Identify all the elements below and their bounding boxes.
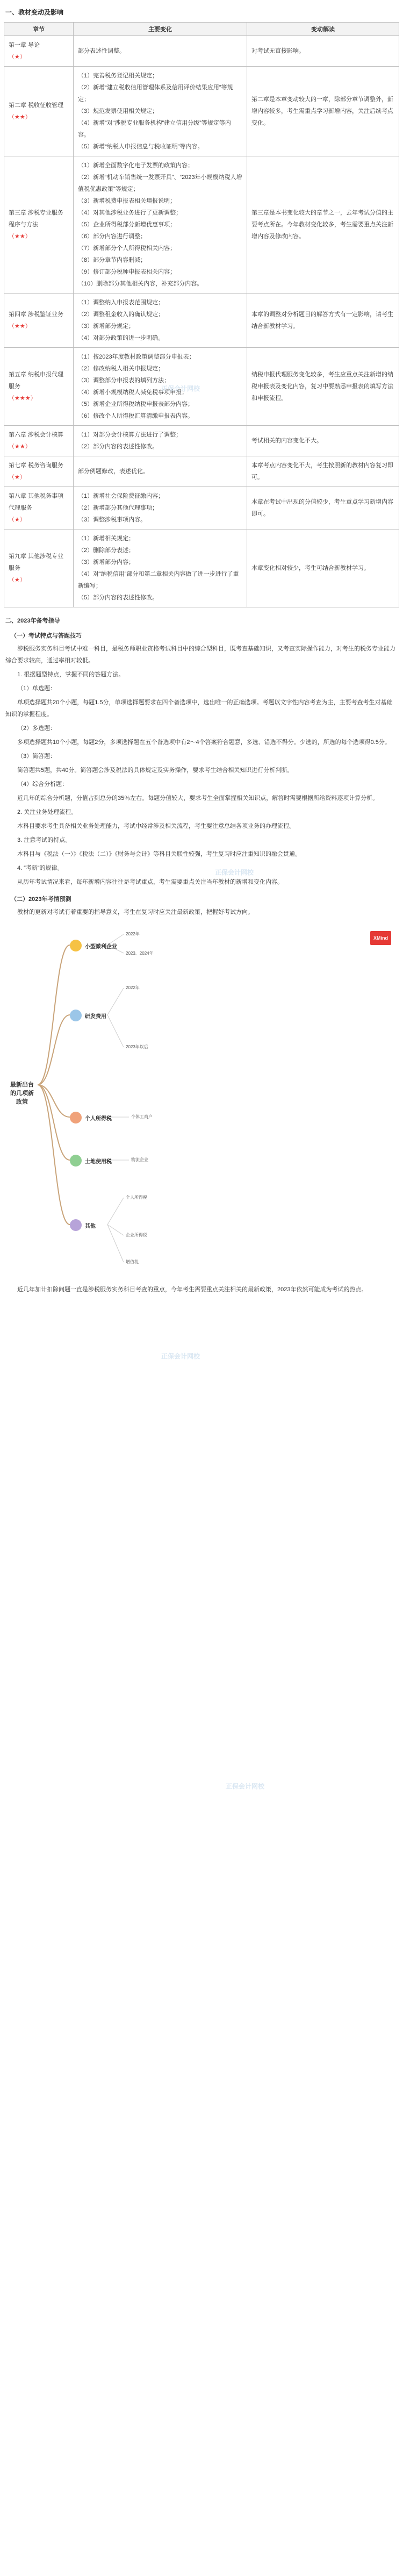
importance-stars: （★★） <box>9 323 31 330</box>
change-item: （2）新增部分其他代理事项； <box>78 505 159 511</box>
change-item: （3）调整部分申报表的填列方法； <box>78 377 170 384</box>
chapter-cell <box>4 36 74 67</box>
interpretation-cell: 本章考点内容变化不大，考生按照新的教材内容复习即可。 <box>247 456 399 487</box>
tip3-text: 本科目与《税法（一）》《税法（二）》《财务与会计》等科目关联性较强，考生复习时应注重知识的融会贯通。 <box>17 851 301 857</box>
chapter-name: 第三章 涉税专业服务程序与方法 <box>9 210 64 228</box>
tip2-title: 2. 关注业务处理流程。 <box>17 809 77 815</box>
small-enterprise-year-1: 2022年 <box>126 932 140 936</box>
importance-stars: （★★） <box>9 114 31 120</box>
watermark-1: 正保会计网校 <box>161 385 200 392</box>
importance-stars: （★） <box>9 577 26 583</box>
importance-stars: （★） <box>9 474 26 481</box>
other-sub-3: 增值税 <box>126 1260 139 1264</box>
watermark-4: 正保会计网校 <box>226 1783 265 1790</box>
change-item: （2）新增“机动车销售统一发票开具”、“2023年小规模纳税人增值税优惠政策”等规定； <box>78 174 242 192</box>
changes-cell <box>74 426 247 456</box>
change-item: （5）部分内容的表述性修改。 <box>78 595 159 601</box>
changes-cell <box>74 529 247 607</box>
changes-cell <box>74 487 247 529</box>
tip1-a-title: （1）单选题： <box>17 685 56 692</box>
change-item: （1）新增全面数字化电子发票的政策内容； <box>78 162 194 169</box>
importance-stars: （★） <box>9 54 26 60</box>
change-item: （10）删除部分其他相关内容，补充部分内容。 <box>78 281 203 287</box>
branch-land-tax: 土地使用税 <box>85 1159 112 1165</box>
rd-icon <box>70 1010 82 1021</box>
table-row <box>4 67 399 156</box>
change-item: （3）新增部分规定； <box>78 323 135 330</box>
chapter-cell <box>4 456 74 487</box>
small-enterprise-icon <box>70 940 82 951</box>
change-item: （4）对“纳税信用”部分和第二章相关内容做了进一步进行了重新编写； <box>78 571 239 589</box>
interpretation-cell: 第二章是本章变动较大的一章，除部分章节调整外，新增内容较多，考生需重点学习新增内容，关注后续考点变化。 <box>247 67 399 156</box>
interpretation-cell: 本章变化相对较少，考生可结合新教材学习。 <box>247 529 399 607</box>
tip1-c-title: （3）简答题： <box>17 753 56 760</box>
interpretation-cell: 第三章是本书变化较大的章节之一，去年考试分值的主要考点所在。今年教材变化较多，考生需要重点关注新增内容及修改内容。 <box>247 156 399 294</box>
table-header-row <box>4 23 399 36</box>
intro-text: 涉税服务实务科目考试中难一科目，是税务师职业资格考试科目中的综合型科目，既考查基础知识，又考查实际操作能力，对考生的税务专业能力综合要求较高，通过率相对较低。 <box>5 646 395 664</box>
change-item: （4）对其他涉税业务进行了更新调整； <box>78 210 182 216</box>
tip1-b-text: 多项选择题共10个小题，每题2分，多项选择题在五个备选项中有2～4个答案符合题意，多选、错选不得分。少选的，所选的每个选项得0.5分。 <box>17 739 391 746</box>
change-item: （1）对部分会计核算方法进行了调整； <box>78 432 182 438</box>
change-item: （5）新增企业所得税纳税申报表部分内容； <box>78 401 194 407</box>
col-changes: 主要变化 <box>74 23 247 36</box>
part1-title: （一）考试特点与答题技巧 <box>11 633 82 639</box>
importance-stars: （★★） <box>9 443 31 450</box>
change-item: （9）修订部分税种申报表相关内容； <box>78 269 176 275</box>
interpretation-cell: 对考试无直接影响。 <box>247 36 399 67</box>
xmind-badge: XMind <box>370 931 391 945</box>
changes-table <box>4 22 399 607</box>
tip1-a-text: 单项选择题共20个小题，每题1.5分，单项选择题要求在四个备选项中，选出唯一的正确选项。考题以文字性内容考查为主，主要考查考生对基础知识的掌握程度。 <box>5 699 393 718</box>
col-chapter: 章节 <box>4 23 74 36</box>
iit-icon <box>70 1112 82 1124</box>
chapter-cell <box>4 348 74 426</box>
iit-sub: 个体工商户 <box>131 1114 153 1119</box>
tip2-text: 本科目要求考生具备相关业务处理能力，考试中经常涉及相关流程，考生要注意总结各项业务的办理流程。 <box>17 823 295 829</box>
land-tax-sub: 物流企业 <box>131 1157 148 1162</box>
change-item: （5）新增“纳税人申报信息与税收证明”等内容。 <box>78 144 204 150</box>
change-item: （7）新增部分个人所得税相关内容； <box>78 245 176 252</box>
interpretation-cell: 本章的调整对分析题目的解答方式有一定影响，请考生结合新教材学习。 <box>247 294 399 348</box>
tip1-d-title: （4）综合分析题： <box>17 781 68 788</box>
importance-stars: （★★★） <box>9 395 37 402</box>
tip4-title: 4. “考新”的规律。 <box>17 865 63 871</box>
branch-small-enterprise: 小型微利企业 <box>85 944 117 950</box>
chapter-name: 第四章 涉税鉴证业务 <box>9 311 64 318</box>
changes-cell <box>74 294 247 348</box>
branch-iit: 个人所得税 <box>85 1116 112 1122</box>
table-row <box>4 456 399 487</box>
branch-other: 其他 <box>85 1223 96 1229</box>
tip1-d-text: 近几年的综合分析题，分值占到总分的35％左右。每题分值较大，要求考生全面掌握相关知识点，解答时需要根据所给资料逐项计算分析。 <box>17 795 379 802</box>
change-item: （6）修改个人所得税汇算清缴申报表内容。 <box>78 413 194 419</box>
small-enterprise-year-2: 2023、2024年 <box>126 951 154 956</box>
change-item: （2）删除部分表述； <box>78 547 135 554</box>
change-item: 部分表述性调整。 <box>78 48 125 54</box>
chapter-name: 第二章 税收征收管理 <box>9 102 64 109</box>
change-item: （3）新增部分内容； <box>78 559 135 566</box>
changes-cell <box>74 67 247 156</box>
chapter-cell <box>4 487 74 529</box>
section2-title: 二、2023年备考指导 <box>5 618 60 624</box>
watermark-2: 正保会计网校 <box>215 869 254 876</box>
chapter-name: 第一章 导论 <box>9 42 40 48</box>
change-item: （2）修改纳税人相关申报规定； <box>78 366 164 372</box>
changes-cell <box>74 156 247 294</box>
chapter-name: 第五章 纳税申报代理服务 <box>9 371 64 390</box>
chapter-cell <box>4 529 74 607</box>
rd-year-1: 2022年 <box>126 985 140 990</box>
change-item: （2）新增“建立税收信用管理体系及信用评价结果应用”等规定； <box>78 84 233 103</box>
table-row <box>4 426 399 456</box>
tip1-title: 1. 根据题型特点，掌握不同的答题方法。 <box>17 671 125 678</box>
watermark-3: 正保会计网校 <box>161 1353 200 1360</box>
table-row <box>4 348 399 426</box>
rd-year-2: 2023年以后 <box>126 1044 148 1049</box>
mindmap <box>5 924 398 1278</box>
col-interpretation: 变动解读 <box>247 23 399 36</box>
other-sub-2: 企业所得税 <box>126 1233 147 1237</box>
chapter-cell <box>4 426 74 456</box>
change-item: （3）规范发票使用相关规定； <box>78 108 159 115</box>
table-row <box>4 529 399 607</box>
change-item: （6）部分内容进行调整； <box>78 233 147 240</box>
tip1-b-title: （2）多选题： <box>17 725 56 732</box>
part2-title: （二）2023年考情预测 <box>11 896 71 903</box>
change-item: （4）对部分政策的进一步明确。 <box>78 335 164 341</box>
change-item: （3）调整涉税事项内容。 <box>78 517 147 523</box>
change-item: （4）新增“对“涉税专业服务机构”建立信用分级”等规定等内容。 <box>78 120 231 138</box>
table-row <box>4 36 399 67</box>
importance-stars: （★★） <box>9 233 31 240</box>
change-item: （1）按2023年度教材政策调整部分申报表； <box>78 354 195 360</box>
tip3-title: 3. 注意考试的特点。 <box>17 837 71 843</box>
change-item: （1）调整纳入申报表范围规定； <box>78 299 164 306</box>
mindmap-lines <box>5 924 398 1278</box>
change-item: （1）完善税务登记相关规定； <box>78 73 159 79</box>
other-sub-1: 个人所得税 <box>126 1195 147 1200</box>
chapter-cell <box>4 294 74 348</box>
chapter-name: 第九章 其他涉税专业服务 <box>9 553 64 571</box>
table-row <box>4 156 399 294</box>
other-icon <box>70 1219 82 1231</box>
tip1-c-text: 简答题共5题，共40分。简答题会涉及税法的具体规定及实务操作，要求考生结合相关知识进行分析判断。 <box>17 767 293 774</box>
changes-cell <box>74 456 247 487</box>
change-item: （2）部分内容的表述性修改。 <box>78 443 159 450</box>
table-row <box>4 294 399 348</box>
change-item: （5）企业所得税部分新增优惠事项； <box>78 221 176 228</box>
importance-stars: （★） <box>9 517 26 523</box>
interpretation-cell: 本章在考试中出现的分值较少，考生重点学习新增内容即可。 <box>247 487 399 529</box>
chapter-name: 第七章 税务咨询服务 <box>9 462 64 469</box>
tip4-text: 从历年考试情况来看，每年新增内容往往是考试重点，考生需要重点关注当年教材的新增和变化内容。 <box>17 879 283 885</box>
chapter-cell <box>4 67 74 156</box>
changes-cell <box>74 348 247 426</box>
chapter-name: 第八章 其他税务事项代理服务 <box>9 493 64 511</box>
mindmap-root: 最新出台的几项新政策 <box>10 1082 34 1105</box>
change-item: （1）新增相关规定； <box>78 535 135 542</box>
change-item: （2）调整租金收入的确认规定； <box>78 311 164 318</box>
change-item: （8）部分章节内容删减； <box>78 257 147 263</box>
interpretation-cell: 考试相关的内容变化不大。 <box>247 426 399 456</box>
interpretation-cell: 纳税申报代理服务变化较多，考生应重点关注新增的纳税申报表及变化内容，复习中要熟悉申报表的填写方法和申报流程。 <box>247 348 399 426</box>
section1-title: 一、教材变动及影响 <box>5 9 64 16</box>
change-item: 部分例题修改，表述优化。 <box>78 468 149 475</box>
changes-cell <box>74 36 247 67</box>
change-item: （1）新增社会保险费征缴内容； <box>78 493 164 499</box>
chapter-cell <box>4 156 74 294</box>
land-tax-icon <box>70 1155 82 1167</box>
table-row <box>4 487 399 529</box>
change-item: （4）新增小规模纳税人减免税事项申报； <box>78 389 188 396</box>
branch-rd: 研发费用 <box>85 1014 106 1020</box>
chapter-name: 第六章 涉税会计核算 <box>9 432 64 438</box>
change-item: （3）新增税费申报表相关填报说明； <box>78 198 176 204</box>
conclusion-text: 近几年加计扣除问题一直是涉税服务实务科目考查的重点，今年考生需要重点关注相关的最新政策，2023年依然可能成为考试的热点。 <box>17 1286 368 1293</box>
part2-text: 教材的更新对考试有着重要的指导意义，考生在复习时应关注最新政策，把握好考试方向。 <box>17 909 254 915</box>
